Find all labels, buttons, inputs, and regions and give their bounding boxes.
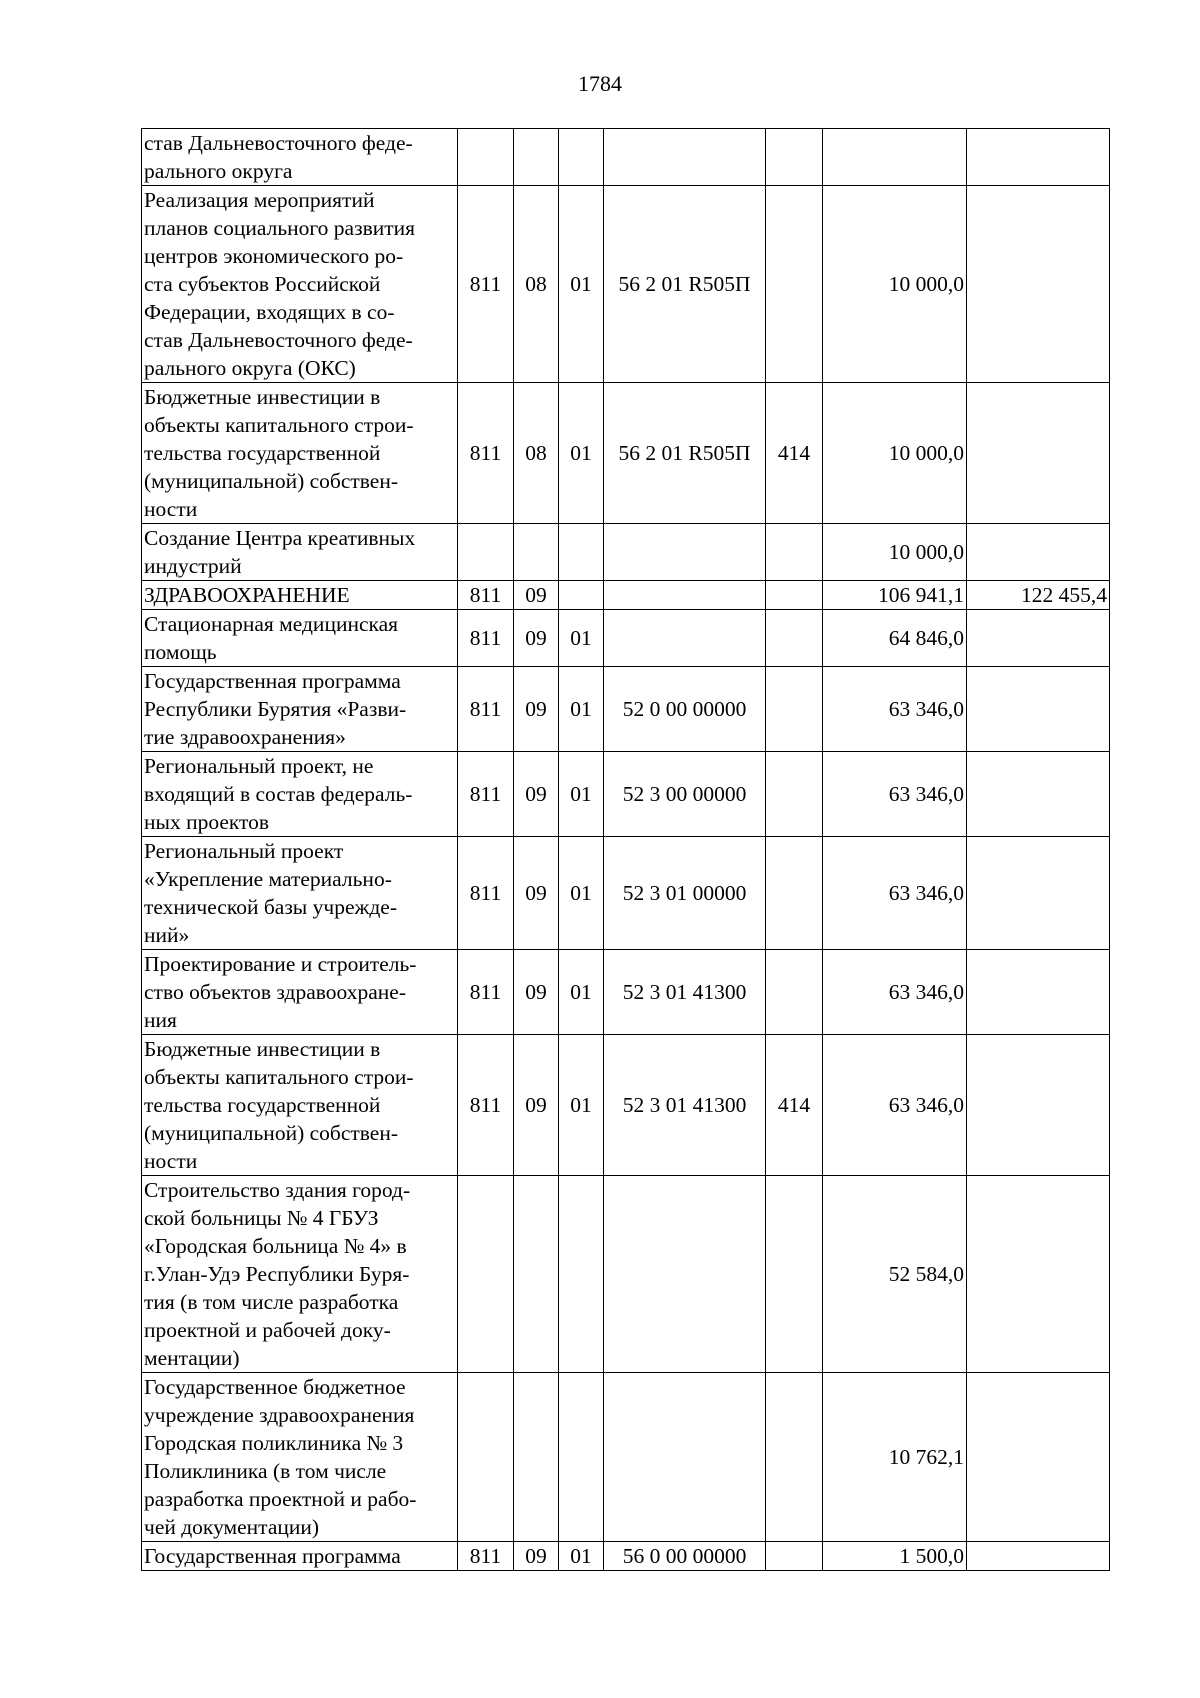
amount-year1-cell: 10 000,0: [823, 383, 967, 524]
table-row: [142, 1176, 1110, 1373]
item-name-line: ности: [144, 497, 198, 521]
amount-year2-cell: [967, 1373, 1110, 1542]
item-name-line: Реализация мероприятий: [144, 188, 375, 212]
target-article-cell: 56 2 01 R505П: [604, 186, 766, 383]
target-article-cell: [604, 1373, 766, 1542]
section-code-cell: 08: [514, 186, 559, 383]
amount-year2-cell: [967, 610, 1110, 667]
item-name-line: технической базы учрежде-: [144, 895, 397, 919]
expense-type-cell: [766, 752, 823, 837]
item-name-line: «Укрепление материально-: [144, 867, 392, 891]
ministry-code-cell: 811: [458, 186, 514, 383]
item-name-cell: [142, 752, 458, 837]
table-row: [142, 1542, 1110, 1571]
item-name-cell: [142, 667, 458, 752]
subsection-code-cell: 01: [559, 1035, 604, 1176]
expense-type-cell: [766, 950, 823, 1035]
item-name-line: Государственная программа: [144, 1544, 401, 1568]
amount-year1-cell: 63 346,0: [823, 752, 967, 837]
table-row: [142, 129, 1110, 186]
target-article-cell: [604, 129, 766, 186]
item-name-line: рального округа: [144, 159, 293, 183]
amount-year1-cell: 63 346,0: [823, 837, 967, 950]
ministry-code-cell: [458, 1176, 514, 1373]
amount-year2-cell: [967, 950, 1110, 1035]
item-name-cell: [142, 383, 458, 524]
item-name-line: ской больницы № 4 ГБУЗ: [144, 1206, 379, 1230]
ministry-code-cell: 811: [458, 610, 514, 667]
ministry-code-cell: 811: [458, 950, 514, 1035]
target-article-cell: [604, 610, 766, 667]
expense-type-cell: [766, 837, 823, 950]
table-row: [142, 581, 1110, 610]
table-row: [142, 837, 1110, 950]
item-name-line: Строительство здания город-: [144, 1178, 411, 1202]
amount-year1-cell: 10 762,1: [823, 1373, 967, 1542]
expense-type-cell: [766, 667, 823, 752]
ministry-code-cell: 811: [458, 1035, 514, 1176]
subsection-code-cell: [559, 129, 604, 186]
item-name-line: Бюджетные инвестиции в: [144, 1037, 381, 1061]
item-name-line: Государственное бюджетное: [144, 1375, 406, 1399]
ministry-code-cell: [458, 524, 514, 581]
table-row: [142, 1373, 1110, 1542]
target-article-cell: 56 2 01 R505П: [604, 383, 766, 524]
item-name-line: индустрий: [144, 554, 242, 578]
item-name-line: входящий в состав федераль-: [144, 782, 413, 806]
item-name-line: Республики Бурятия «Разви-: [144, 697, 407, 721]
item-name-line: проектной и рабочей доку-: [144, 1318, 391, 1342]
ministry-code-cell: 811: [458, 837, 514, 950]
target-article-cell: [604, 524, 766, 581]
amount-year1-cell: 10 000,0: [823, 186, 967, 383]
amount-year1-cell: 63 346,0: [823, 950, 967, 1035]
item-name-line: объекты капитального строи-: [144, 413, 414, 437]
amount-year1-cell: 52 584,0: [823, 1176, 967, 1373]
section-code-cell: 09: [514, 1035, 559, 1176]
item-name-cell: [142, 610, 458, 667]
item-name-line: «Городская больница № 4» в: [144, 1234, 407, 1258]
item-name-cell: [142, 1542, 458, 1571]
item-name-line: Поликлиника (в том числе: [144, 1459, 387, 1483]
table-row: [142, 610, 1110, 667]
amount-year1-cell: 106 941,1: [823, 581, 967, 610]
item-name-line: ста субъектов Российской: [144, 272, 381, 296]
expense-type-cell: [766, 1542, 823, 1571]
item-name-line: тие здравоохранения»: [144, 725, 346, 749]
item-name-line: Региональный проект, не: [144, 754, 374, 778]
expense-type-cell: [766, 610, 823, 667]
ministry-code-cell: [458, 129, 514, 186]
subsection-code-cell: 01: [559, 837, 604, 950]
ministry-code-cell: [458, 1373, 514, 1542]
expense-type-cell: [766, 581, 823, 610]
section-code-cell: [514, 1176, 559, 1373]
expense-type-cell: [766, 129, 823, 186]
item-name-cell: [142, 1035, 458, 1176]
item-name-line: ство объектов здравоохране-: [144, 980, 406, 1004]
target-article-cell: [604, 581, 766, 610]
item-name-cell: [142, 186, 458, 383]
amount-year1-cell: 1 500,0: [823, 1542, 967, 1571]
amount-year1-cell: 63 346,0: [823, 667, 967, 752]
item-name-line: помощь: [144, 640, 217, 664]
section-code-cell: 09: [514, 1542, 559, 1571]
table-row: [142, 383, 1110, 524]
item-name-line: ных проектов: [144, 810, 270, 834]
table-row: [142, 1035, 1110, 1176]
item-name-line: Региональный проект: [144, 839, 344, 863]
amount-year2-cell: [967, 524, 1110, 581]
table-row: [142, 950, 1110, 1035]
item-name-cell: [142, 129, 458, 186]
expense-type-cell: [766, 1373, 823, 1542]
subsection-code-cell: [559, 1373, 604, 1542]
item-name-line: Стационарная медицинская: [144, 612, 399, 636]
amount-year1-cell: 63 346,0: [823, 1035, 967, 1176]
amount-year2-cell: [967, 1542, 1110, 1571]
subsection-code-cell: [559, 524, 604, 581]
expense-type-cell: [766, 1176, 823, 1373]
amount-year2-cell: [967, 667, 1110, 752]
section-code-cell: [514, 129, 559, 186]
item-name-line: тельства государственной: [144, 1093, 381, 1117]
target-article-cell: 52 0 00 00000: [604, 667, 766, 752]
subsection-code-cell: 01: [559, 1542, 604, 1571]
budget-table: [141, 128, 1110, 1571]
amount-year2-cell: [967, 383, 1110, 524]
item-name-line: Проектирование и строитель-: [144, 952, 417, 976]
subsection-code-cell: 01: [559, 383, 604, 524]
item-name-line: Федерации, входящих в со-: [144, 300, 395, 324]
amount-year2-cell: 122 455,4: [967, 581, 1110, 610]
item-name-cell: [142, 1176, 458, 1373]
target-article-cell: [604, 1176, 766, 1373]
target-article-cell: 52 3 01 41300: [604, 1035, 766, 1176]
amount-year1-cell: 10 000,0: [823, 524, 967, 581]
item-name-line: г.Улан-Удэ Республики Буря-: [144, 1262, 410, 1286]
item-name-cell: [142, 581, 458, 610]
subsection-code-cell: 01: [559, 950, 604, 1035]
item-name-cell: [142, 837, 458, 950]
table-row: [142, 752, 1110, 837]
item-name-cell: [142, 524, 458, 581]
subsection-code-cell: 01: [559, 667, 604, 752]
section-code-cell: 09: [514, 752, 559, 837]
section-code-cell: 08: [514, 383, 559, 524]
subsection-code-cell: 01: [559, 186, 604, 383]
item-name-line: став Дальневосточного феде-: [144, 328, 413, 352]
section-code-cell: 09: [514, 950, 559, 1035]
target-article-cell: 56 0 00 00000: [604, 1542, 766, 1571]
item-name-cell: [142, 1373, 458, 1542]
table-row: [142, 524, 1110, 581]
item-name-line: Государственная программа: [144, 669, 401, 693]
item-name-line: разработка проектной и рабо-: [144, 1487, 417, 1511]
section-code-cell: [514, 524, 559, 581]
amount-year2-cell: [967, 1176, 1110, 1373]
item-name-line: ния: [144, 1008, 177, 1032]
amount-year1-cell: 64 846,0: [823, 610, 967, 667]
amount-year2-cell: [967, 1035, 1110, 1176]
item-name-line: (муниципальной) собствен-: [144, 1121, 399, 1145]
table-row: [142, 667, 1110, 752]
section-code-cell: 09: [514, 581, 559, 610]
item-name-line: объекты капитального строи-: [144, 1065, 414, 1089]
ministry-code-cell: 811: [458, 1542, 514, 1571]
expense-type-cell: [766, 186, 823, 383]
amount-year2-cell: [967, 129, 1110, 186]
section-code-cell: 09: [514, 667, 559, 752]
expense-type-cell: 414: [766, 383, 823, 524]
target-article-cell: 52 3 01 00000: [604, 837, 766, 950]
item-name-line: учреждение здравоохранения: [144, 1403, 415, 1427]
item-name-line: ментации): [144, 1346, 240, 1370]
ministry-code-cell: 811: [458, 383, 514, 524]
expense-type-cell: 414: [766, 1035, 823, 1176]
expense-type-cell: [766, 524, 823, 581]
item-name-line: ний»: [144, 923, 190, 947]
item-name-line: планов социального развития: [144, 216, 416, 240]
amount-year1-cell: [823, 129, 967, 186]
ministry-code-cell: 811: [458, 752, 514, 837]
subsection-code-cell: [559, 1176, 604, 1373]
section-code-cell: 09: [514, 837, 559, 950]
target-article-cell: 52 3 00 00000: [604, 752, 766, 837]
item-name-line: ности: [144, 1149, 198, 1173]
amount-year2-cell: [967, 186, 1110, 383]
item-name-line: тия (в том числе разработка: [144, 1290, 399, 1314]
subsection-code-cell: 01: [559, 752, 604, 837]
item-name-line: став Дальневосточного феде-: [144, 131, 413, 155]
item-name-line: Создание Центра креативных: [144, 526, 416, 550]
item-name-cell: [142, 950, 458, 1035]
subsection-code-cell: [559, 581, 604, 610]
amount-year2-cell: [967, 752, 1110, 837]
target-article-cell: 52 3 01 41300: [604, 950, 766, 1035]
item-name-line: тельства государственной: [144, 441, 381, 465]
item-name-line: Бюджетные инвестиции в: [144, 385, 381, 409]
item-name-line: чей документации): [144, 1515, 320, 1539]
item-name-line: (муниципальной) собствен-: [144, 469, 399, 493]
table-body: [142, 129, 1110, 1571]
item-name-line: ЗДРАВООХРАНЕНИЕ: [144, 583, 350, 607]
table-row: [142, 186, 1110, 383]
ministry-code-cell: 811: [458, 667, 514, 752]
item-name-line: Городская поликлиника № 3: [144, 1431, 404, 1455]
item-name-line: центров экономического ро-: [144, 244, 404, 268]
subsection-code-cell: 01: [559, 610, 604, 667]
section-code-cell: [514, 1373, 559, 1542]
section-code-cell: 09: [514, 610, 559, 667]
ministry-code-cell: 811: [458, 581, 514, 610]
page-number: 1784: [578, 71, 622, 96]
item-name-line: рального округа (ОКС): [144, 356, 356, 380]
amount-year2-cell: [967, 837, 1110, 950]
